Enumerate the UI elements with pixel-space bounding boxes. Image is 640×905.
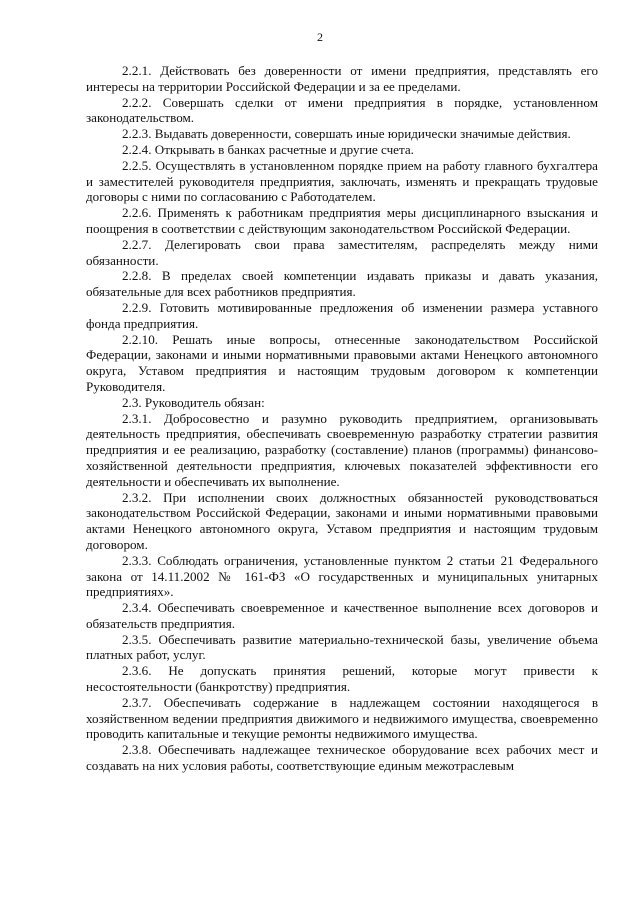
paragraph: 2.2.9. Готовить мотивированные предложения об изменении размера уставного фонда предприятия. [86,299,598,331]
paragraph: 2.2.7. Делегировать свои права заместителям, распределять между ними обязанности. [86,236,598,268]
document-body [86,63,598,774]
paragraph: 2.2.10. Решать иные вопросы, отнесенные законодательством Российской Федерации, законами и иными нормативными правовыми актами Ненецкого автономного округа, Уставом предприятия и настоящим трудовым договором к компетенции Руководителя. [86,331,598,394]
paragraph: 2.2.8. В пределах своей компетенции издавать приказы и давать указания, обязательные для всех работников предприятия. [86,268,598,300]
paragraph: 2.3.4. Обеспечивать своевременное и качественное выполнение всех договоров и обязательств предприятия. [86,600,598,631]
paragraph: 2.3.7. Обеспечивать содержание в надлежащем состоянии находящегося в хозяйственном ведении предприятия движимого и недвижимого имущества, своевременно проводить капитальные и текущие ремонты недвижимого имущества. [86,694,598,742]
paragraph: 2.2.5. Осуществлять в установленном порядке прием на работу главного бухгалтера и заместителей руководителя предприятия, заключать, изменять и прекращать трудовые договоры с ними по согласованию с Работодателем. [86,157,598,205]
paragraph: 2.3.3. Соблюдать ограничения, установленные пунктом 2 статьи 21 Федерального закона от 14.11.2002 № 161-ФЗ «О государственных и муниципальных унитарных предприятиях». [86,552,598,600]
paragraph: 2.3.8. Обеспечивать надлежащее техническое оборудование всех рабочих мест и создавать на них условия работы, соответствующие единым межотраслевым [86,742,598,774]
paragraph: 2.3.2. При исполнении своих должностных обязанностей руководствоваться законодательством Российской Федерации, законами и иными нормативными правовыми актами Ненецкого автономного округа, Уставом предприятия и настоящим трудовым договором. [86,489,598,552]
paragraph: 2.3.5. Обеспечивать развитие материально-технической базы, увеличение объема платных работ, услуг. [86,631,598,663]
paragraph: 2.2.2. Совершать сделки от имени предприятия в порядке, установленном законодательством. [86,94,598,126]
section-heading: 2.3. Руководитель обязан: [122,394,265,410]
paragraph: 2.2.1. Действовать без доверенности от имени предприятия, представлять его интересы на территории Российской Федерации и за ее пределами. [86,63,598,94]
paragraph: 2.3.6. Не допускать принятия решений, которые могут привести к несостоятельности (банкротству) предприятия. [86,663,598,695]
paragraph: 2.2.4. Открывать в банках расчетные и другие счета. [122,141,414,157]
page-number: 2 [317,30,323,44]
paragraph: 2.3.1. Добросовестно и разумно руководить предприятием, организовывать деятельность предприятия, обеспечивать своевременную разработку стратегии развития предприятия и ее реализацию, разработку (составление) планов (программы) финансово-хозяйственной деятельности предприятия, ключевых показателей эффективности его деятельности и обеспечивать их выполнение. [86,410,598,489]
paragraph: 2.2.6. Применять к работникам предприятия меры дисциплинарного взыскания и поощрения в соответствии с действующим законодательством Российской Федерации. [86,205,598,236]
paragraph: 2.2.3. Выдавать доверенности, совершать иные юридически значимые действия. [122,126,571,142]
